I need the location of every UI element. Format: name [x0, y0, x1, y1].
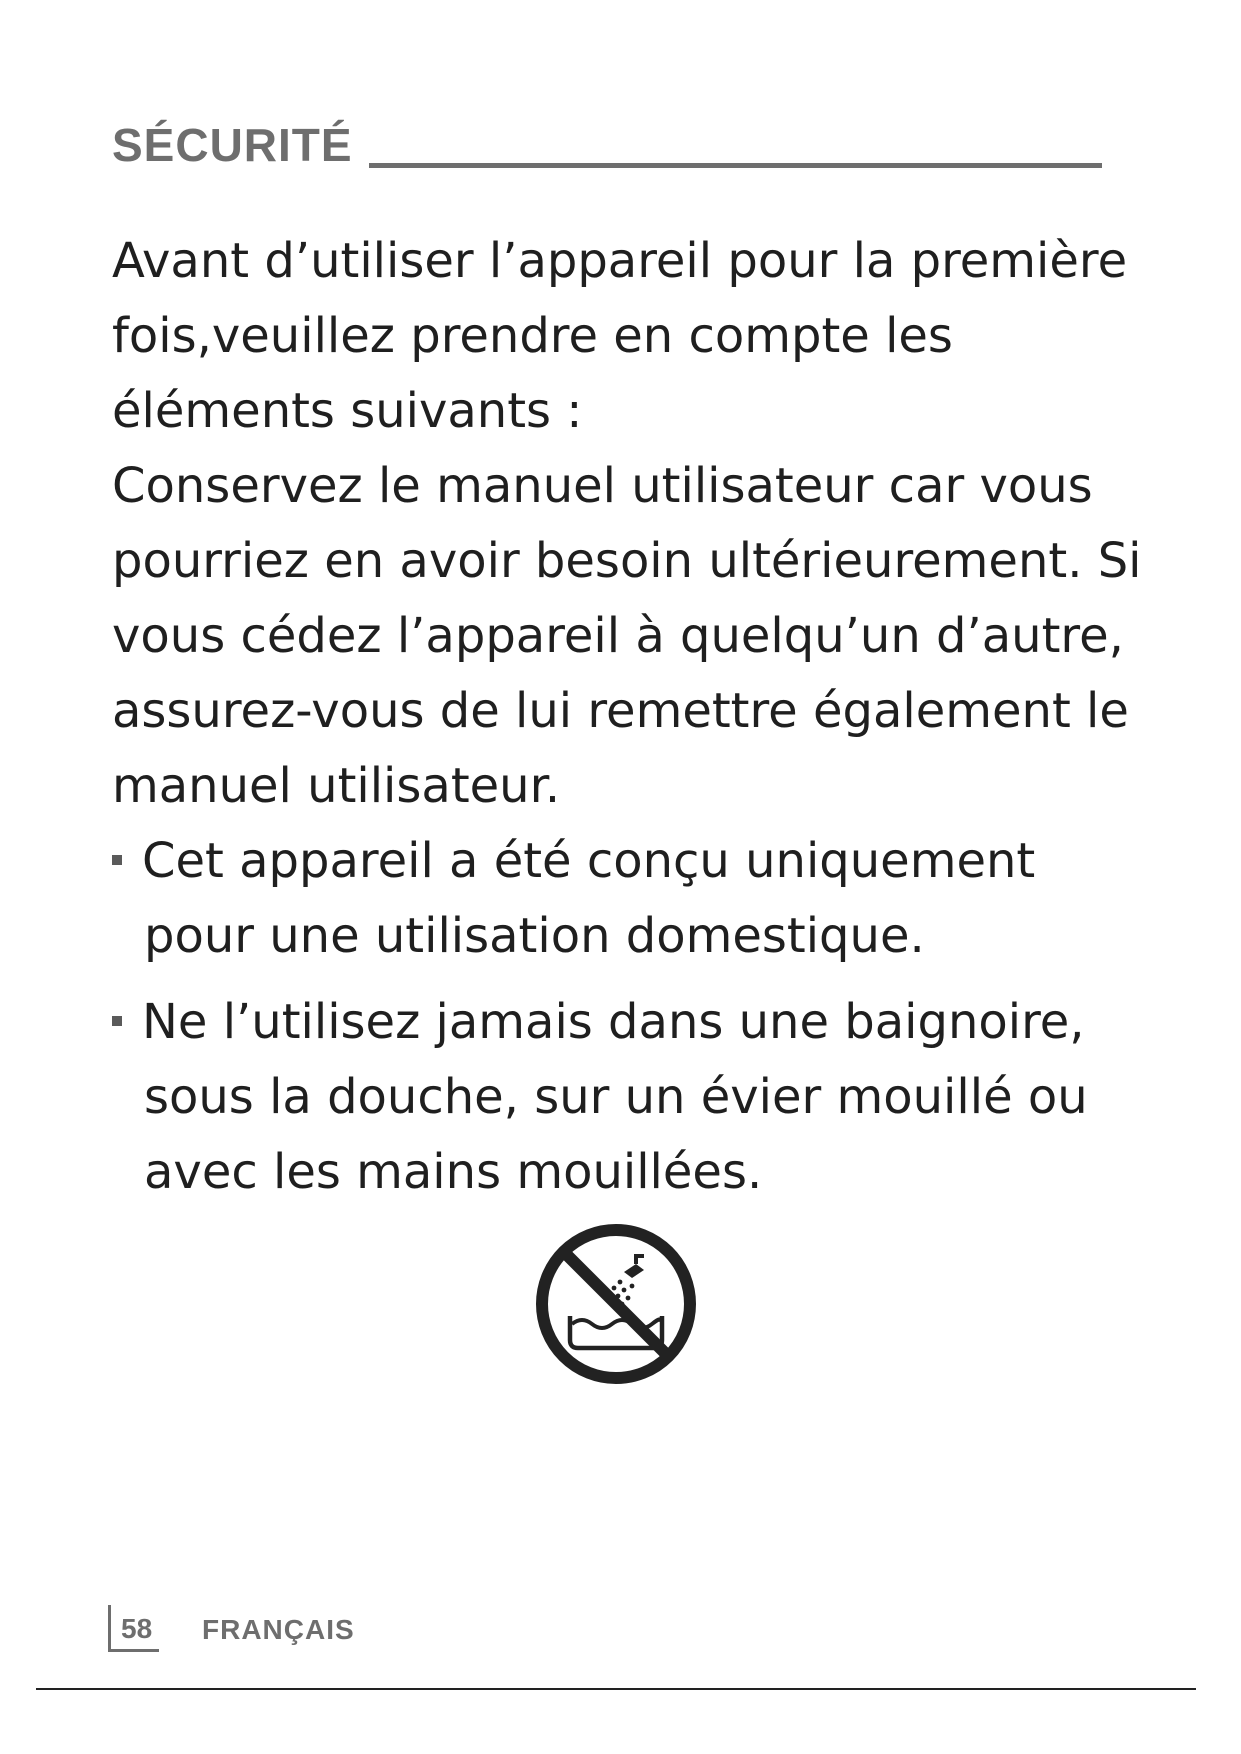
intro-line: Avant d’utiliser l’appareil pour la première	[112, 233, 1128, 289]
page-number: 58	[121, 1613, 153, 1644]
heading-underline	[369, 163, 1102, 168]
square-bullet-icon	[112, 855, 122, 865]
intro-line: éléments suivants :	[112, 383, 583, 439]
manual-note-paragraph	[112, 449, 1162, 824]
bullet-first-line	[112, 985, 1162, 1060]
bullet-text: Cet appareil a été conçu uniquement	[142, 833, 1036, 889]
manual-note-line: Conservez le manuel utilisateur car vous	[112, 458, 1093, 514]
bullet-item-domestic-use	[112, 824, 1162, 974]
bullet-text: Ne l’utilisez jamais dans une baignoire,	[142, 994, 1085, 1050]
page-number-box	[108, 1605, 159, 1652]
footer-language: FRANÇAIS	[202, 1614, 355, 1645]
bullet-first-line	[112, 824, 1162, 899]
bullet-item-water-warning	[112, 985, 1162, 1210]
manual-note-line: manuel utilisateur.	[112, 758, 561, 814]
square-bullet-icon	[112, 1016, 122, 1026]
bottom-divider	[36, 1688, 1196, 1690]
no-water-bath-icon	[532, 1220, 700, 1388]
manual-note-line: vous cédez l’appareil à quelqu’un d’autre,	[112, 608, 1124, 664]
intro-line: fois,veuillez prendre en compte les	[112, 308, 953, 364]
bullet-text: pour une utilisation domestique.	[144, 908, 925, 964]
section-heading-row	[112, 108, 1102, 171]
manual-note-line: pourriez en avoir besoin ultérieurement. Si	[112, 533, 1142, 589]
manual-note-line: assurez-vous de lui remettre également le	[112, 683, 1129, 739]
section-title: SÉCURITÉ	[112, 119, 353, 171]
bullet-text: avec les mains mouillées.	[144, 1144, 763, 1200]
prohibition-icon	[532, 1220, 700, 1388]
intro-paragraph	[112, 224, 1162, 449]
bullet-text: sous la douche, sur un évier mouillé ou	[144, 1069, 1088, 1125]
